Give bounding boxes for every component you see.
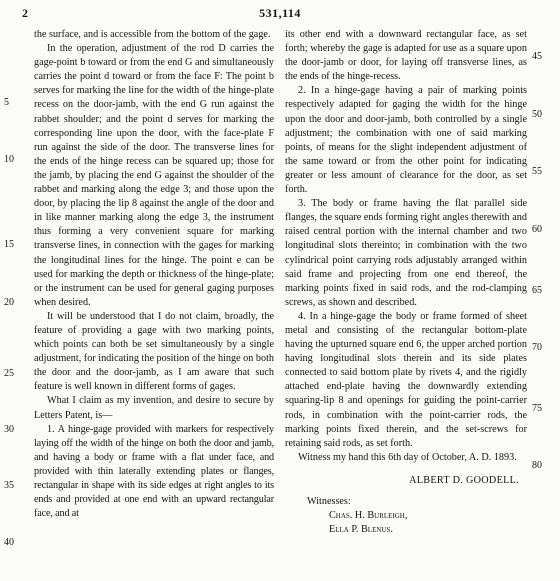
left-paragraph-3: It will be understood that I do not claim, broadly, the feature of providing a gage with two marking points, which points can both be set simultaneously by a single adjustment, for indicating the position of the hinge on both the door and the door-jamb, as I am aware that such feature is well known in different forms of gages. <box>34 310 274 393</box>
line-number-right-50: 50 <box>532 109 542 120</box>
line-number-left-30: 30 <box>4 424 14 435</box>
line-number-right-45: 45 <box>532 51 542 62</box>
line-number-left-5: 5 <box>4 97 9 108</box>
left-paragraph-4: What I claim as my invention, and desire to secure by Letters Patent, is— <box>34 395 274 421</box>
line-number-right-60: 60 <box>532 224 542 235</box>
witness-1: Chas. H. Burleigh, <box>329 510 408 522</box>
line-number-left-40: 40 <box>4 537 14 548</box>
right-column <box>285 28 527 537</box>
witness-2: Ella P. Blenus. <box>329 524 393 536</box>
page-number: 2 <box>22 6 28 20</box>
right-paragraph-4: 4. In a hinge-gage the body or frame formed of sheet metal and consisting of the rectangular bottom-plate having the upturned square end 6, the upper arched portion having longitudinal slots therein and its side plates connected to said bottom plate by rivets 4, and the rigidly attached end-plate having the downwardly extending squaring-lip 8 and openings for guiding the point-carrier rods, in combination with the point-carrier rods, the marking points fixed therein, and the set-screws for retaining said rods, as set forth. <box>285 310 527 449</box>
line-number-right-80: 80 <box>532 460 542 471</box>
line-number-right-75: 75 <box>532 403 542 414</box>
line-number-right-65: 65 <box>532 285 542 296</box>
line-number-left-20: 20 <box>4 297 14 308</box>
signature: ALBERT D. GOODELL. <box>409 474 519 486</box>
right-paragraph-3: 3. The body or frame having the flat parallel side flanges, the square ends forming right angles therewith and raised central portion with the internal chamber and two longitudinal slots thereinto; in combination with the two cylindrical point carrying rods adjustably arranged within said frame and projecting from one end thereof, the marking points fixed in said rods, and the rod-clamping screws, as shown and described. <box>285 198 527 308</box>
line-number-left-35: 35 <box>4 480 14 491</box>
patent-number: 531,114 <box>259 6 301 20</box>
right-paragraph-5: Witness my hand this 6th day of October, A. D. 1893. <box>298 451 517 463</box>
line-number-right-70: 70 <box>532 342 542 353</box>
right-paragraph-2: 2. In a hinge-gage having a pair of marking points respectively adapted for gaging the width for the hinge upon the door and door-jamb, both controlled by a single adjustment; the combination with one of said marking points, of means for the slight independent adjustment of the same toward or from the other point for indicating greater or less amount of clearance for the door, as set forth. <box>285 85 527 196</box>
line-number-left-15: 15 <box>4 239 14 250</box>
left-paragraph-5: 1. A hinge-gage provided with markers for respectively laying off the width of the hinge on both the door and jamb, and having a body or frame with a flat under face, and provided with thin laterally extending plates or flanges, rectangular in shape with its side edges at right angles to its ends and provided at one end with an upward rectangular face, and at <box>34 423 274 520</box>
line-number-left-25: 25 <box>4 368 14 379</box>
left-paragraph-1: the surface, and is accessible from the bottom of the gage. <box>34 29 271 40</box>
line-number-right-55: 55 <box>532 166 542 177</box>
left-paragraph-2: In the operation, adjustment of the rod D carries the gage-point b toward or from the end G and simultaneously carries the point d toward or from the face F: The point b serves for marking the line for the width of the hinge-plate recess on the door-jamb, with the end G run against the rabbet shoulder; and the point d serves for marking the corresponding line upon the door, with the face-plate F run against the side of the door. The transverse lines for the ends of the hinge recess can be squared up; those for the jamb, by placing the end G against the shoulder of the rabbet and marking along the edge 3; and those upon the door, by placing the lip 8 against the angle of the door and in like manner marking along the edge 3, the instrument thus forming a very convenient square for marking transverse lines, in connection with the gages for marking the longitudinal lines for the hinge. The point e can be used for marking the depth or thickness of the hinge-plate; or the instrument can be used for general gaging purposes when desired. <box>34 43 274 308</box>
right-paragraph-1: its other end with a downward rectangular face, as set forth; whereby the gage is adapted for use as a square upon the door-jamb or door, for laying off transverse lines, as the ends of the hinge-recess. <box>285 29 527 83</box>
line-number-left-10: 10 <box>4 154 14 165</box>
left-column <box>34 28 274 521</box>
witnesses-label: Witnesses: <box>307 496 351 507</box>
